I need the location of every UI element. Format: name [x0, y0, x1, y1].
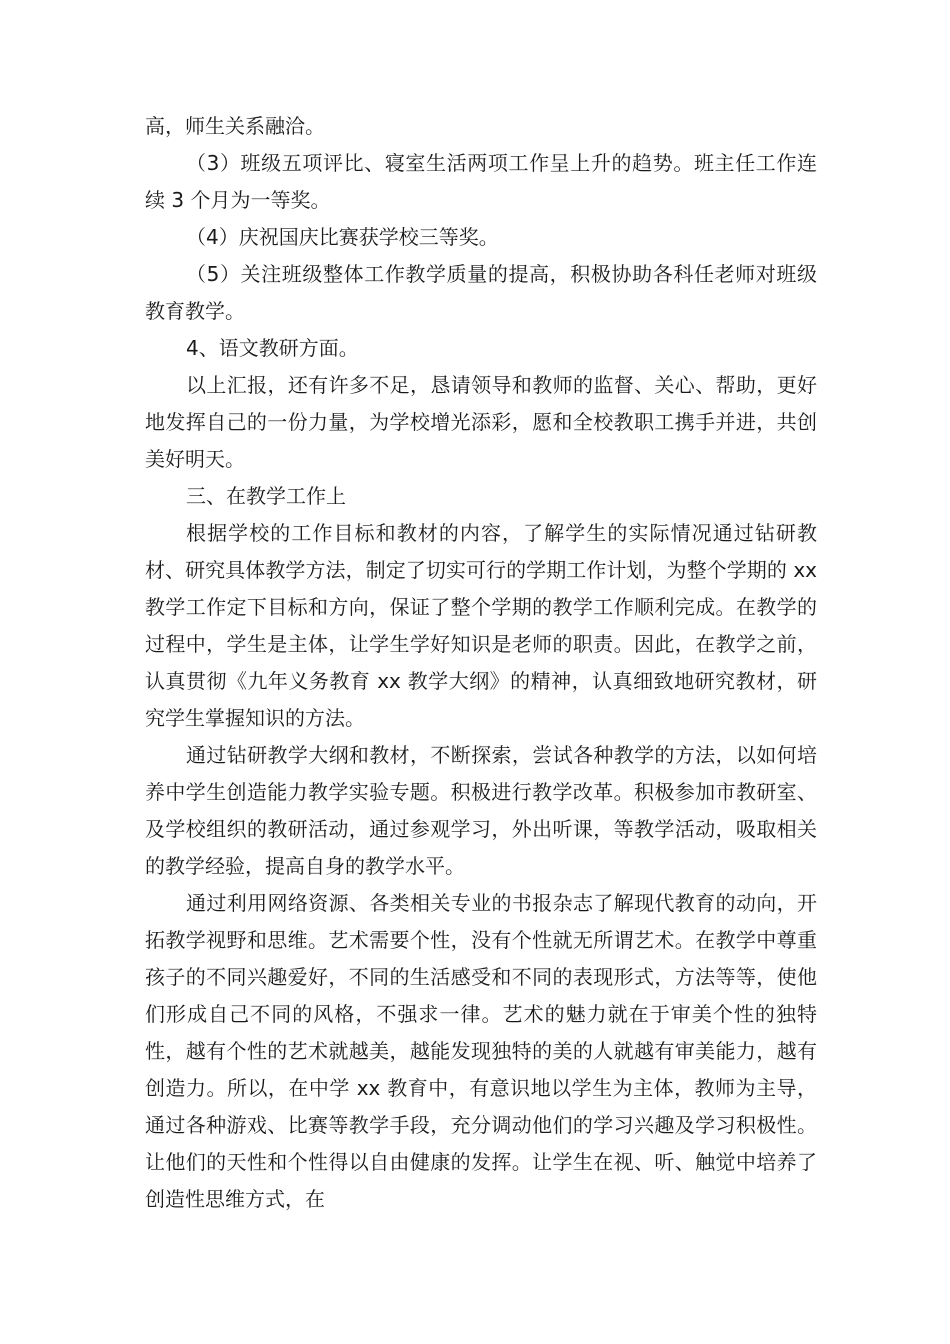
- section-heading-teaching-work: 三、在教学工作上: [186, 484, 346, 508]
- paragraph-teaching-plan: 根据学校的工作目标和教材的内容，了解学生的实际情况通过钻研教材、研究具体教学方法，制定了切实可行的学期工作计划，为整个学期的 xx 教学工作定下目标和方向，保证了整个学期的教学工作顺利完成。在教学的过程中，学生是主体，让学生学好知识是老师的职责。因此，在教学之前，认真贯彻《九年义务教育 xx 教学大纲》的精神，认真细致地研究教材，研究学生掌握知识的方法。: [145, 521, 817, 730]
- paragraph-item-4: （4）庆祝国庆比赛获学校三等奖。: [186, 225, 499, 249]
- paragraph-continuation: 高，师生关系融洽。: [145, 114, 325, 138]
- paragraph-item-3: （3）班级五项评比、寝室生活两项工作呈上升的趋势。班主任工作连续 3 个月为一等奖。: [145, 151, 817, 212]
- paragraph-item-5: （5）关注班级整体工作教学质量的提高，积极协助各科任老师对班级教育教学。: [145, 262, 817, 323]
- paragraph-teaching-reform: 通过钻研教学大纲和教材，不断探索，尝试各种教学的方法，以如何培养中学生创造能力教学实验专题。积极进行教学改革。积极参加市教研室、及学校组织的教研活动，通过参观学习，外出听课，等教学活动，吸取相关的教学经验，提高自身的教学水平。: [145, 743, 817, 878]
- paragraph-summary: 以上汇报，还有许多不足，恳请领导和教师的监督、关心、帮助，更好地发挥自己的一份力量，为学校增光添彩，愿和全校教职工携手并进，共创美好明天。: [145, 373, 817, 471]
- section-heading-chinese-research: 4、语文教研方面。: [186, 336, 359, 360]
- document-page: [145, 108, 817, 1218]
- paragraph-art-education: 通过利用网络资源、各类相关专业的书报杂志了解现代教育的动向，开拓教学视野和思维。艺术需要个性，没有个性就无所谓艺术。在教学中尊重孩子的不同兴趣爱好，不同的生活感受和不同的表现形式，方法等等，使他们形成自己不同的风格，不强求一律。艺术的魅力就在于审美个性的独特性，越有个性的艺术就越美，越能发现独特的美的人就越有审美能力，越有创造力。所以，在中学 xx 教育中，有意识地以学生为主体，教师为主导，通过各种游戏、比赛等教学手段，充分调动他们的学习兴趣及学习积极性。让他们的天性和个性得以自由健康的发挥。让学生在视、听、触觉中培养了创造性思维方式，在: [145, 891, 817, 1211]
